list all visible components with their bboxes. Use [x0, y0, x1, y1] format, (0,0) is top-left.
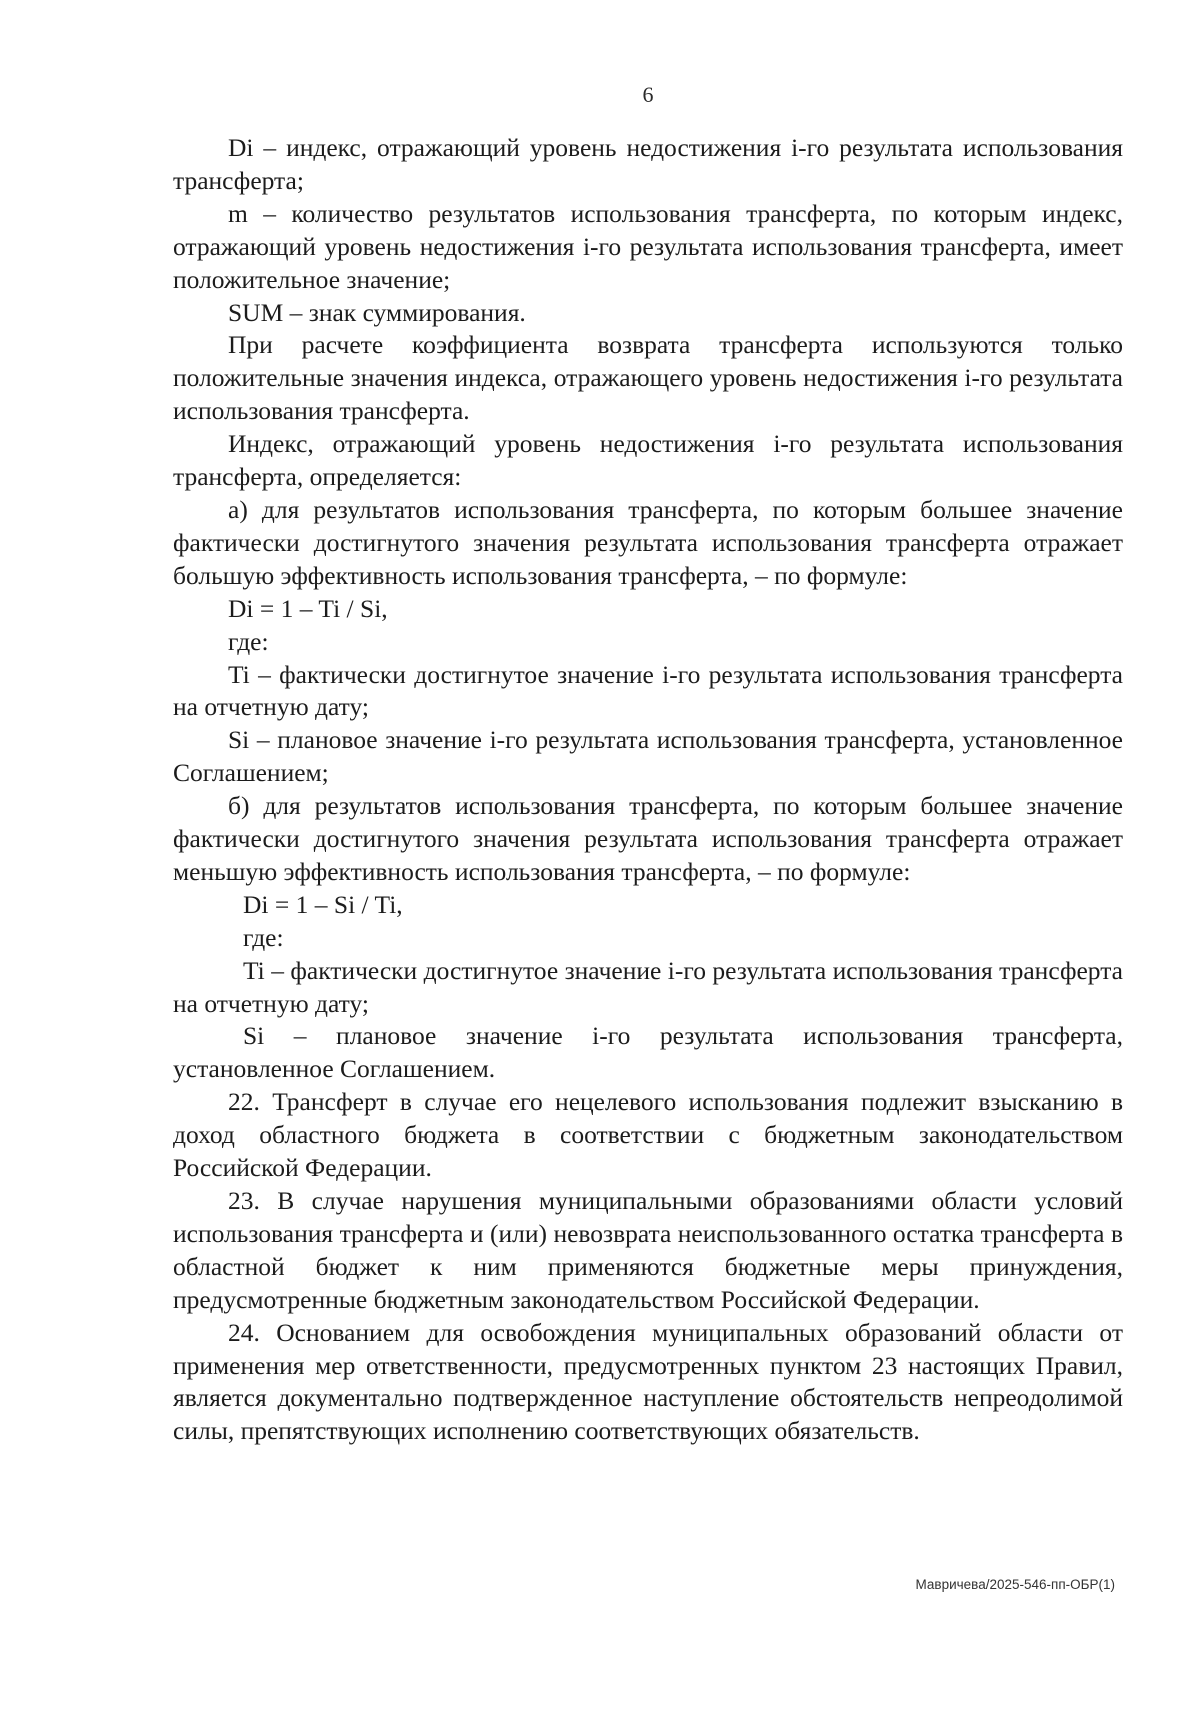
paragraph-sum-definition: SUM – знак суммирования. — [228, 297, 526, 327]
formula-a: Di = 1 – Ti / Si, — [228, 593, 388, 623]
paragraph-m-definition: m – количество результатов использования трансферта, по которым индекс, отражающий уровень недостижения i-го результата использования трансферта, имеет положительное значение; — [173, 198, 1123, 294]
paragraph-case-b: б) для результатов использования трансферта, по которым большее значение фактически достигнутого значения результата использования трансферта отражает меньшую эффективность использования трансферта, – по формуле: — [173, 791, 1123, 886]
paragraph-ti-definition-b: Ti – фактически достигнутое значение i-го результата использования трансферта на отчетную дату; — [173, 955, 1123, 1018]
formula-b: Di = 1 – Si / Ti, — [243, 889, 403, 919]
paragraph-di-definition: Di – индекс, отражающий уровень недостижения i-го результата использования трансферта; — [173, 133, 1123, 195]
paragraph-positive-values: При расчете коэффициента возврата трансферта используются только положительные значения индекса, отражающего уровень недостижения i-го результата использования трансферта. — [173, 330, 1123, 426]
paragraph-clause-22: 22. Трансферт в случае его нецелевого использования подлежит взысканию в доход областного бюджета в соответствии с бюджетным законодательством Российской Федерации. — [173, 1087, 1123, 1183]
paragraph-si-definition-a: Si – плановое значение i-го результата использования трансферта, установленное Соглашением; — [173, 725, 1123, 788]
paragraph-si-definition-b: Si – плановое значение i-го результата использования трансферта, установленное Соглашением. — [173, 1021, 1123, 1084]
where-label-b: где: — [243, 922, 284, 952]
paragraph-index-determined: Индекс, отражающий уровень недостижения i-го результата использования трансферта, определяется: — [173, 429, 1123, 492]
paragraph-ti-definition-a: Ti – фактически достигнутое значение i-го результата использования трансферта на отчетную дату; — [173, 659, 1123, 722]
where-label-a: где: — [228, 626, 269, 656]
document-footer-code: Мавричева/2025-546-пп-ОБР(1) — [915, 1577, 1115, 1592]
document-body — [173, 132, 1123, 1448]
paragraph-clause-24: 24. Основанием для освобождения муниципальных образований области от применения мер ответственности, предусмотренных пунктом 23 настоящих Правил, является документально подтвержденное наступление обстоятельств непреодолимой силы, препятствующих исполнению соответствующих обязательств. — [173, 1317, 1123, 1446]
page-number: 6 — [642, 82, 654, 107]
paragraph-case-a: а) для результатов использования трансферта, по которым большее значение фактически достигнутого значения результата использования трансферта отражает большую эффективность использования трансферта, – по формуле: — [173, 494, 1123, 590]
paragraph-clause-23: 23. В случае нарушения муниципальными образованиями области условий использования трансферта и (или) невозврата неиспользованного остатка трансферта в областной бюджет к ним применяются бюджетные меры принуждения, предусмотренные бюджетным законодательством Российской Федерации. — [173, 1186, 1123, 1314]
